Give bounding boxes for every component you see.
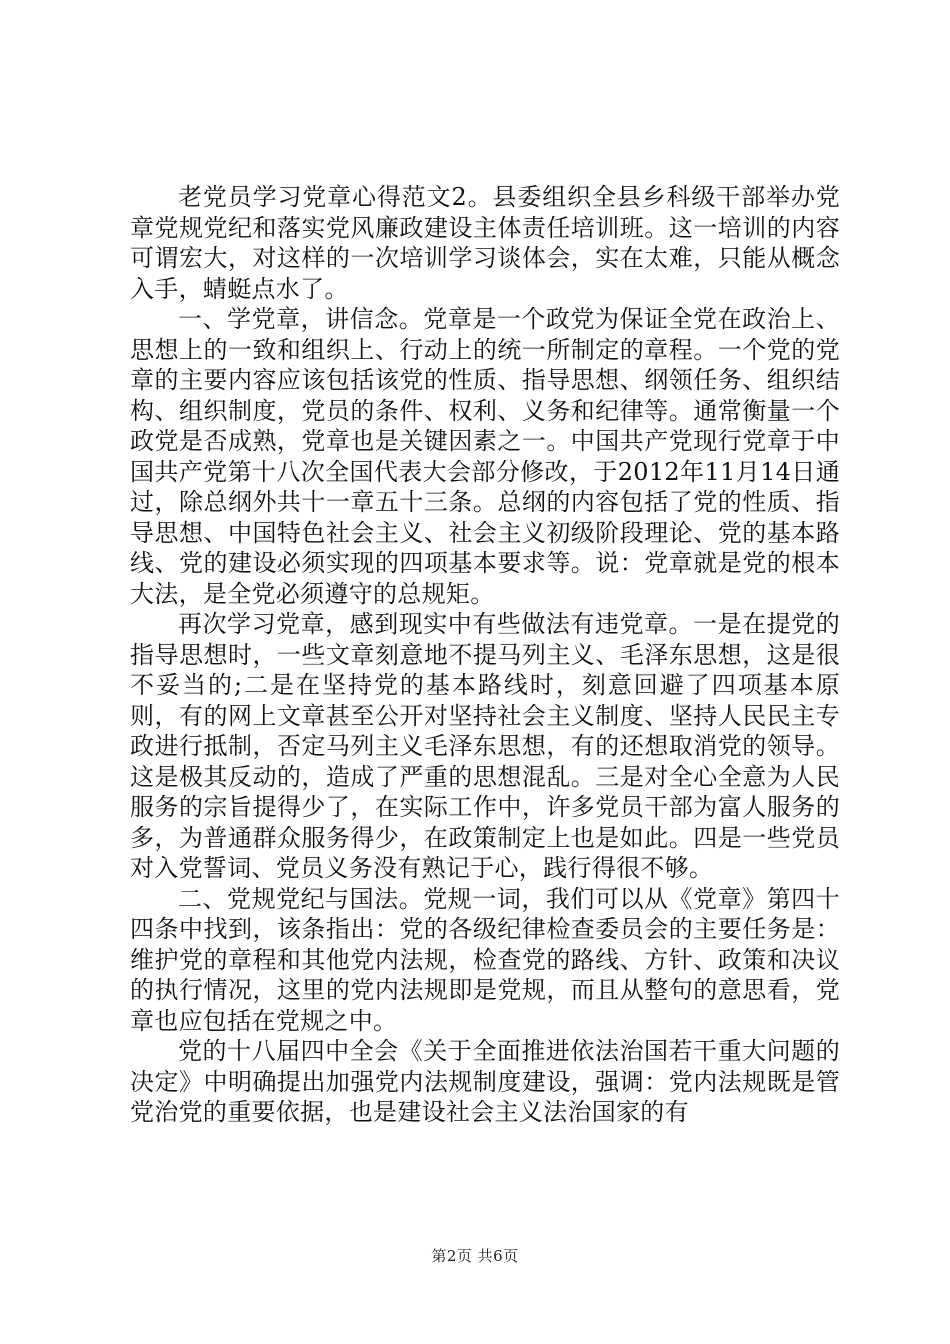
- document-body: [130, 182, 840, 1128]
- paragraph: 再次学习党章，感到现实中有些做法有违党章。一是在提党的指导思想时，一些文章刻意地不提马列主义、毛泽东思想，这是很不妥当的;二是在坚持党的基本路线时，刻意回避了四项基本原则，有的网上文章甚至公开对坚持社会主义制度、坚持人民民主专政进行抵制，否定马列主义毛泽东思想，有的还想取消党的领导。这是极其反动的，造成了严重的思想混乱。三是对全心全意为人民服务的宗旨提得少了，在实际工作中，许多党员干部为富人服务的多，为普通群众服务得少，在政策制定上也是如此。四是一些党员对入党誓词、党员义务没有熟记于心，践行得很不够。: [130, 610, 840, 882]
- paragraph: 党的十八届四中全会《关于全面推进依法治国若干重大问题的决定》中明确提出加强党内法规制度建设，强调：党内法规既是管党治党的重要依据，也是建设社会主义法治国家的有: [130, 1037, 840, 1126]
- paragraph: 一、学党章，讲信念。党章是一个政党为保证全党在政治上、思想上的一致和组织上、行动上的统一所制定的章程。一个党的党章的主要内容应该包括该党的性质、指导思想、纲领任务、组织结构、组织制度，党员的条件、权利、义务和纪律等。通常衡量一个政党是否成熟，党章也是关键因素之一。中国共产党现行党章于中国共产党第十八次全国代表大会部分修改，于2012年11月14日通过，除总纲外共十一章五十三条。总纲的内容包括了党的性质、指导思想、中国特色社会主义、社会主义初级阶段理论、党的基本路线、党的建设必须实现的四项基本要求等。说：党章就是党的根本大法，是全党必须遵守的总规矩。: [130, 305, 840, 608]
- paragraph: 老党员学习党章心得范文2。县委组织全县乡科级干部举办党章党规党纪和落实党风廉政建设主体责任培训班。这一培训的内容可谓宏大，对这样的一次培训学习谈体会，实在太难，只能从概念入手，蜻蜓点水了。: [130, 183, 840, 303]
- paragraph: 二、党规党纪与国法。党规一词，我们可以从《党章》第四十四条中找到，该条指出：党的各级纪律检查委员会的主要任务是：维护党的章程和其他党内法规，检查党的路线、方针、政策和决议的执行情况，这里的党内法规即是党规，而且从整句的意思看，党章也应包括在党规之中。: [130, 884, 840, 1035]
- page-footer: 第2页 共6页: [431, 1247, 519, 1265]
